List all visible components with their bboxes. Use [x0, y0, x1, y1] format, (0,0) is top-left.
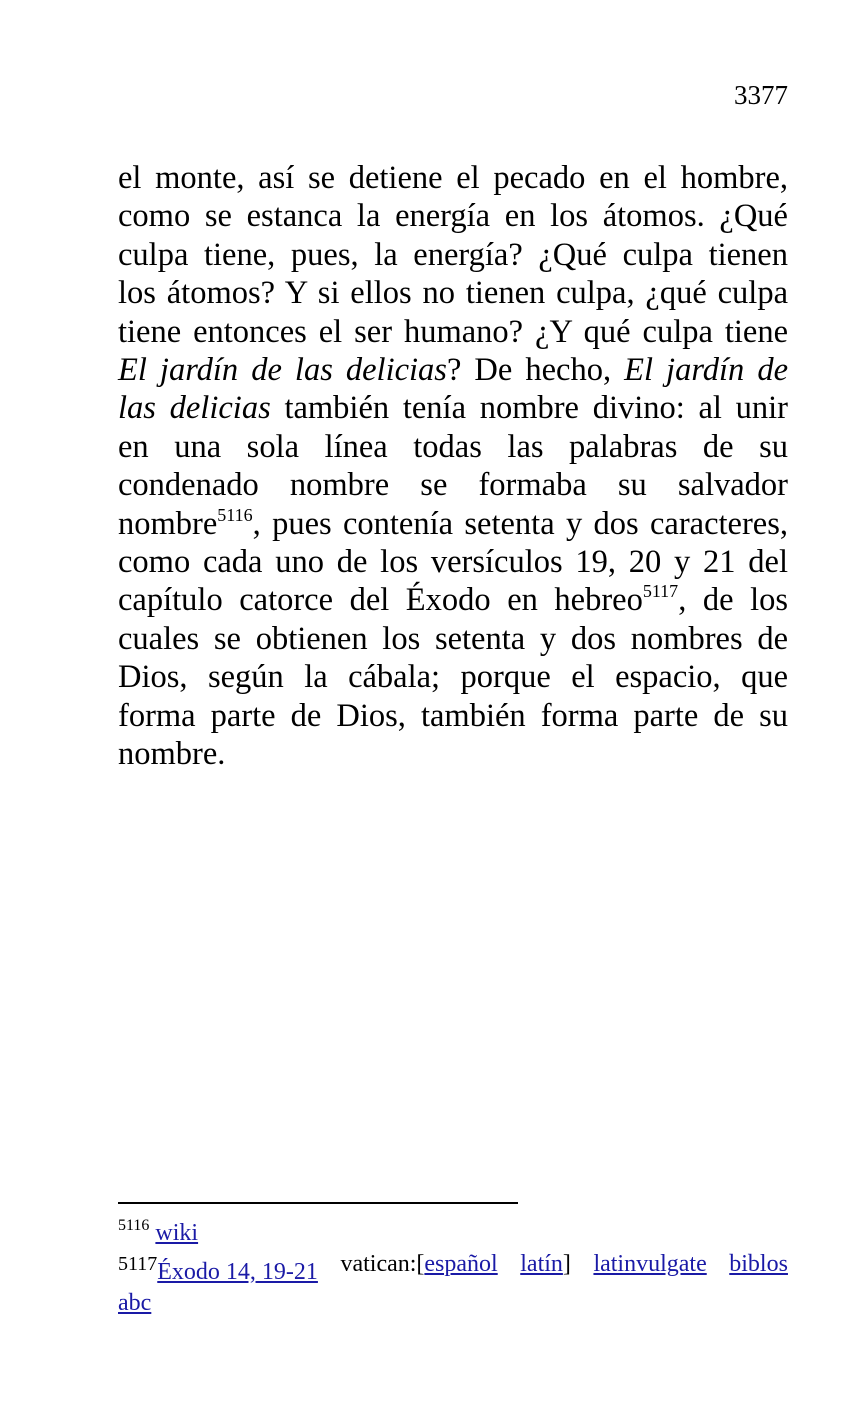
body-paragraph: [118, 159, 788, 774]
footnotes: [118, 1218, 788, 1319]
text-line: condenado nombre se formaba su salvador: [118, 467, 788, 504]
text-line: tiene entonces el ser humano? ¿Y qué culpa tiene: [118, 313, 788, 350]
page-number: 3377: [734, 80, 788, 110]
text-line: cuales se obtienen los setenta y dos nombres de: [118, 620, 788, 657]
biblos-link[interactable]: biblos: [729, 1251, 788, 1277]
text-line: culpa tiene, pues, la energía? ¿Qué culpa tienen: [118, 236, 788, 273]
text-line: [118, 351, 788, 389]
text-line: [118, 581, 788, 619]
latinvulgate-link[interactable]: latinvulgate: [593, 1251, 707, 1277]
exodo-link[interactable]: Éxodo 14, 19-21: [157, 1259, 318, 1285]
abc-link[interactable]: abc: [118, 1290, 152, 1316]
text-line: [118, 505, 788, 543]
footnote-5117: [118, 1249, 788, 1288]
footnote-number: 5117: [118, 1253, 158, 1275]
wiki-link[interactable]: wiki: [155, 1220, 199, 1246]
book-title-italic: El jardín de: [624, 352, 789, 389]
text-line: el monte, así se detiene el pecado en el hombre,: [118, 160, 788, 196]
text-line: nombre.: [118, 736, 226, 773]
espanol-link[interactable]: español: [424, 1251, 498, 1277]
text-line: en una sola línea todas las palabras de su: [118, 428, 788, 465]
text-line: [118, 389, 788, 427]
text-line: como se estanca la energía en los átomos. ¿Qué: [118, 198, 788, 235]
text-fragment: también tenía nombre divino: al unir: [270, 390, 789, 427]
text-line: forma parte de Dios, también forma parte de su: [118, 697, 788, 734]
text-fragment: ? De hecho,: [446, 352, 625, 389]
text-fragment: nombre: [118, 505, 218, 542]
text-line: Dios, según la cábala; porque el espacio, que: [118, 659, 788, 696]
text-fragment: , de los: [678, 582, 788, 619]
footnote-ref-5116[interactable]: 5116: [217, 504, 253, 525]
footnote-5116: [118, 1218, 788, 1249]
footnote-divider: [118, 1202, 518, 1204]
vatican-suffix: ]: [562, 1251, 571, 1277]
book-title-italic: El jardín de las delicias: [118, 352, 447, 389]
latin-group: [520, 1249, 571, 1288]
footnote-head: [118, 1249, 318, 1288]
footnote-5117-cont: [118, 1288, 788, 1319]
latin-link[interactable]: latín: [520, 1251, 563, 1277]
book-title-italic: las delicias: [118, 390, 271, 427]
vatican-prefix: vatican:[: [340, 1251, 425, 1277]
text-fragment: capítulo catorce del Éxodo en hebreo: [118, 582, 643, 619]
footnote-number: 5116: [118, 1217, 150, 1234]
text-line: como cada uno de los versículos 19, 20 y 21 del: [118, 544, 788, 581]
text-line: los átomos? Y si ellos no tienen culpa, ¿qué culpa: [118, 275, 788, 312]
vatican-group: [340, 1249, 497, 1288]
text-fragment: , pues contenía setenta y dos caracteres,: [252, 505, 788, 542]
footnote-ref-5117[interactable]: 5117: [642, 581, 679, 602]
